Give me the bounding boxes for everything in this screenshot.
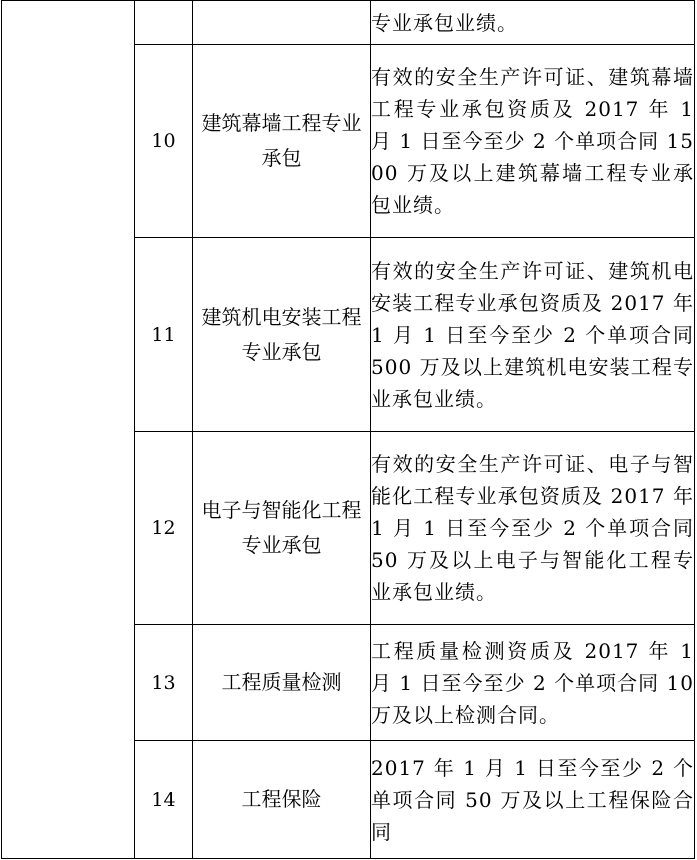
number-cell: 12: [135, 432, 193, 625]
requirement-cell: 有效的安全生产许可证、建筑机电安装工程专业承包资质及 2017 年 1 月 1 日至今至少 2 个单项合同 500 万及以上建筑机电安装工程专业承包业绩。: [371, 238, 695, 432]
number-cell: 11: [135, 238, 193, 432]
requirement-cell: 有效的安全生产许可证、电子与智能化工程专业承包资质及 2017 年 1 月 1 日至今至少 2 个单项合同 50 万及以上电子与智能化工程专业承包业绩。: [371, 432, 695, 625]
blank-category-cell: [2, 1, 135, 859]
requirement-cell: 有效的安全生产许可证、建筑幕墙工程专业承包资质及 2017 年 1 月 1 日至今至少 2 个单项合同 1500 万及以上建筑幕墙工程专业承包业绩。: [371, 45, 695, 238]
requirement-cell: 专业承包业绩。: [371, 1, 695, 45]
table-row-continued: [2, 1, 695, 45]
project-cell: 工程保险: [193, 741, 371, 859]
qualification-table: [1, 0, 695, 859]
requirement-cell: 2017 年 1 月 1 日至今至少 2 个单项合同 50 万及以上工程保险合同: [371, 741, 695, 859]
number-cell: [135, 1, 193, 45]
requirement-cell: 工程质量检测资质及 2017 年 1 月 1 日至今至少 2 个单项合同 10 万及以上检测合同。: [371, 625, 695, 741]
project-cell: [193, 1, 371, 45]
project-cell: 建筑幕墙工程专业承包: [193, 45, 371, 238]
project-cell: 电子与智能化工程专业承包: [193, 432, 371, 625]
project-cell: 建筑机电安装工程专业承包: [193, 238, 371, 432]
number-cell: 10: [135, 45, 193, 238]
number-cell: 13: [135, 625, 193, 741]
number-cell: 14: [135, 741, 193, 859]
project-cell: 工程质量检测: [193, 625, 371, 741]
